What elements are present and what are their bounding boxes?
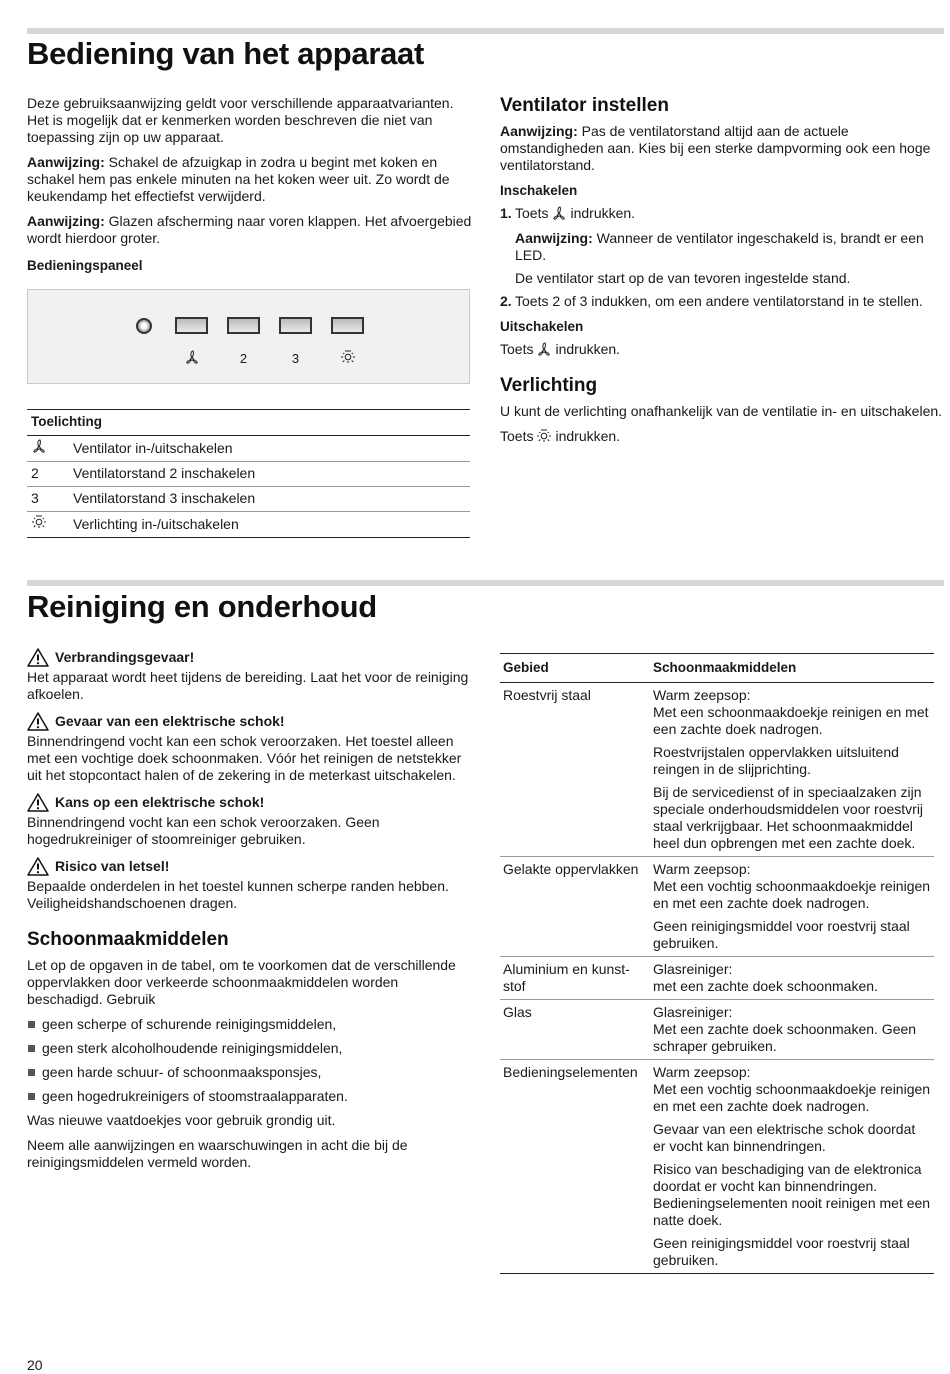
warning-text: Het apparaat wordt heet tijdens de bereiding. Laat het voor de reiniging afkoelen. <box>27 669 469 702</box>
table-cell-area: Gelakte oppervlakken <box>500 857 650 957</box>
ventilator-title: Ventilator instellen <box>500 95 669 116</box>
table-header-area: Gebied <box>500 654 650 683</box>
step-note: De ventilator start op de van tevoren ingestelde stand. <box>515 270 851 286</box>
list-item: geen hogedrukreinigers of stoomstraalapparaten. <box>27 1088 472 1105</box>
legend-key: 3 <box>27 487 69 512</box>
paragraph: Neem alle aanwijzingen en waarschuwingen in acht die bij de reinigingsmiddelen vermeld worden. <box>27 1137 408 1170</box>
legend-text: Ventilatorstand 2 inschakelen <box>69 462 470 487</box>
legend-table <box>27 409 470 538</box>
warning-icon <box>27 857 49 876</box>
right-column-operation <box>500 94 944 455</box>
paragraph: Was nieuwe vaatdoekjes voor gebruik grondig uit. <box>27 1112 336 1128</box>
warning-block <box>27 712 472 784</box>
legend-key: 2 <box>27 462 69 487</box>
warning-text: Binnendringend vocht kan een schok veroorzaken. Geen hogedrukreiniger of stoomreiniger gebruiken. <box>27 814 380 847</box>
fan-level-3-key <box>279 317 312 334</box>
table-row <box>500 857 934 957</box>
section-divider <box>27 28 944 34</box>
table-cell-cleaners <box>650 1060 934 1274</box>
step-note: Aanwijzing: Wanneer de ventilator ingeschakeld is, brandt er een LED. <box>515 230 924 263</box>
cleaners-list <box>27 1016 472 1105</box>
list-item: 1. Toets indrukken. Aanwijzing: Wanneer de ventilator ingeschakeld is, brandt er een LED. De ventilator start op de van tevoren ingestelde stand. <box>500 205 944 287</box>
lighting-title: Verlichting <box>500 375 598 396</box>
warning-block <box>27 793 472 848</box>
table-cell-area: Bedieningselementen <box>500 1060 650 1274</box>
legend-header: Toelichting <box>27 410 470 436</box>
legend-text: Verlichting in-/uitschakelen <box>69 512 470 538</box>
section-title-operation: Bediening van het apparaat <box>27 36 425 71</box>
note-paragraph: Aanwijzing: Pas de ventilatorstand altijd aan de actuele omstandigheden aan. Kies bij een sterke dampvorming ook een hoge ventilatorstand. <box>500 123 931 173</box>
list-item: geen scherpe of schurende reinigingsmiddelen, <box>27 1016 472 1033</box>
fan-key <box>175 317 208 334</box>
cleaner-instruction: Gevaar van een elektrische schok doordat er vocht kan binnendringen. <box>653 1121 916 1154</box>
fan-icon <box>536 342 552 360</box>
cleaner-instruction: Roestvrijstalen oppervlakken uitsluitend reingen in de slijprichting. <box>653 744 899 777</box>
table-cell-cleaners <box>650 957 934 1000</box>
cleaner-instruction: Bij de servicedienst of in speciaalzaken zijn speciale onderhoudsmiddelen voor roestvrij staal verkrijgbaar. Het schoonmaakmiddel heel dun opbrengen met een zachte doek. <box>653 784 924 851</box>
switch-on-heading: Inschakelen <box>500 183 578 198</box>
warning-text: Bepaalde onderdelen in het toestel kunnen scherpe randen hebben. Veiligheidshandschoenen dragen. <box>27 878 449 911</box>
warning-icon <box>27 712 49 731</box>
section-title-cleaning: Reiniging en onderhoud <box>27 589 377 624</box>
light-icon <box>27 512 69 538</box>
warning-block <box>27 648 472 703</box>
note-paragraph: Aanwijzing: Schakel de afzuigkap in zodra u begint met koken en schakel hem pas enkele minuten na het koken weer uit. Zo wordt de keukendamp het effectiefst verwijderd. <box>27 154 450 204</box>
table-row <box>27 462 470 487</box>
legend-text: Ventilatorstand 3 inschakelen <box>69 487 470 512</box>
light-key <box>331 317 364 334</box>
page-number: 20 <box>27 1357 43 1373</box>
table-row <box>500 1000 934 1060</box>
left-column-operation <box>27 95 472 280</box>
table-cell-cleaners <box>650 683 934 857</box>
warning-icon <box>27 648 49 667</box>
panel-heading: Bedieningspaneel <box>27 258 143 273</box>
cleaner-instruction: Geen reinigingsmiddel voor roestvrij staal gebruiken. <box>653 918 910 951</box>
cleaner-instruction: Warm zeepsop: Met een vochtig schoonmaakdoekje reinigen en met een zachte doek nadrogen. <box>653 1064 931 1114</box>
table-cell-area: Glas <box>500 1000 650 1060</box>
fan-icon <box>175 350 208 368</box>
key-label-3: 3 <box>291 351 300 366</box>
warning-title: Kans op een elektrische schok! <box>55 794 265 810</box>
cleaning-table <box>500 653 934 1274</box>
list-item: 2. Toets 2 of 3 indukken, om een andere ventilatorstand in te stellen. <box>500 293 923 309</box>
fan-icon <box>551 206 567 224</box>
table-row <box>500 683 934 857</box>
fan-level-2-key <box>227 317 260 334</box>
note-paragraph: Aanwijzing: Glazen afscherming naar voren klappen. Het afvoergebied wordt hierdoor groter. <box>27 213 472 246</box>
warning-title: Risico van letsel! <box>55 858 170 874</box>
warning-title: Gevaar van een elektrische schok! <box>55 713 285 729</box>
warning-text: Binnendringend vocht kan een schok veroorzaken. Het toestel alleen met een vochtige doek schoonmaken. Vóór het reinigen de netstekker uit het stopcontact halen of de zekering in de meterkast uitschakelen. <box>27 733 462 783</box>
table-cell-cleaners <box>650 1000 934 1060</box>
section-divider <box>27 580 944 586</box>
switch-off-heading: Uitschakelen <box>500 319 584 334</box>
switch-on-steps <box>500 205 944 310</box>
cleaner-instruction: Glasreiniger: Met een zachte doek schoonmaken. Geen schraper gebruiken. <box>653 1004 917 1054</box>
table-row <box>500 1060 934 1274</box>
warning-title: Verbrandingsgevaar! <box>55 649 195 665</box>
fan-icon <box>27 436 69 462</box>
cleaner-instruction: Warm zeepsop: Met een schoonmaakdoekje reinigen en met een zachte doek nadrogen. <box>653 687 929 737</box>
table-row <box>500 957 934 1000</box>
lighting-paragraph: U kunt de verlichting onafhankelijk van de ventilatie in- en uitschakelen. <box>500 403 943 419</box>
table-cell-cleaners <box>650 857 934 957</box>
left-column-cleaning <box>27 648 472 1179</box>
cleaners-title: Schoonmaakmiddelen <box>27 929 229 950</box>
light-icon <box>331 350 364 368</box>
legend-text: Ventilator in-/uitschakelen <box>69 436 470 462</box>
cleaner-instruction: Glasreiniger: met een zachte doek schoonmaken. <box>653 961 878 994</box>
table-cell-area: Aluminium en kunststof <box>500 957 650 1000</box>
table-cell-area: Roestvrij staal <box>500 683 650 857</box>
light-icon <box>536 429 552 447</box>
warning-block <box>27 857 472 912</box>
list-item: geen harde schuur- of schoonmaaksponsjes, <box>27 1064 472 1081</box>
led-indicator-icon <box>136 318 152 334</box>
control-panel-illustration <box>27 289 470 384</box>
warning-icon <box>27 793 49 812</box>
table-row <box>27 436 470 462</box>
cleaners-intro: Let op de opgaven in de tabel, om te voorkomen dat de verschillende oppervlakken door verkeerde schoonmaakmiddelen worden beschadigd. Gebruik <box>27 957 456 1007</box>
table-header-cleaners: Schoonmaakmiddelen <box>650 654 934 683</box>
key-label-2: 2 <box>239 351 248 366</box>
table-row <box>27 512 470 538</box>
list-item: geen sterk alcoholhoudende reinigingsmiddelen, <box>27 1040 472 1057</box>
cleaner-instruction: Geen reinigingsmiddel voor roestvrij staal gebruiken. <box>653 1235 910 1268</box>
intro-paragraph: Deze gebruiksaanwijzing geldt voor verschillende apparaatvarianten. Het is mogelijk dat er kenmerken worden beschreven die niet van toepassing zijn op uw apparaat. <box>27 95 454 145</box>
table-row <box>27 487 470 512</box>
switch-off-paragraph: Toets indrukken. <box>500 341 944 360</box>
cleaner-instruction: Risico van beschadiging van de elektronica doordat er vocht kan binnendringen. Bedieningselementen nooit reinigen met een natte doek. <box>653 1161 931 1228</box>
cleaning-table-body <box>500 683 934 1274</box>
cleaner-instruction: Warm zeepsop: Met een vochtig schoonmaakdoekje reinigen en met een zachte doek nadrogen. <box>653 861 931 911</box>
lighting-switch-paragraph: Toets indrukken. <box>500 428 944 447</box>
